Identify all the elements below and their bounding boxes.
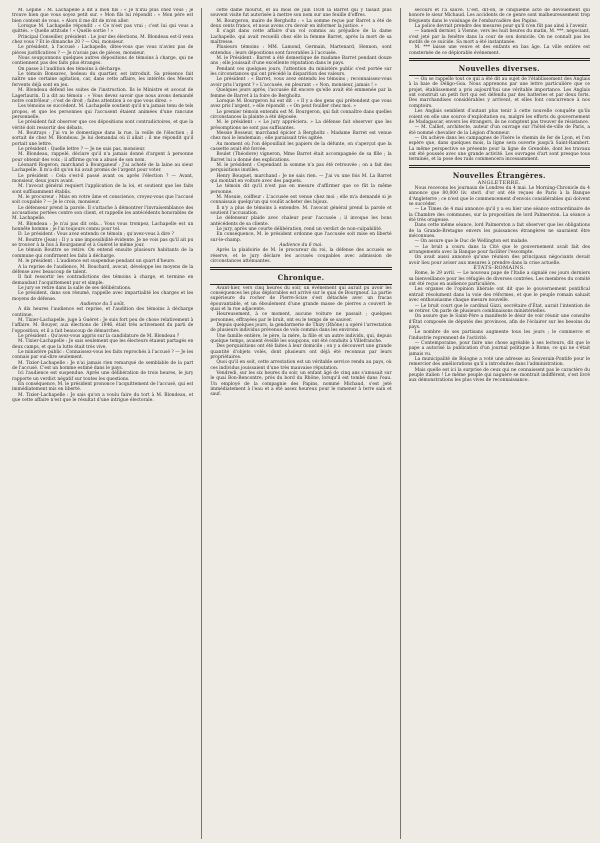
article-paragraph: Principal Conseiller, président : Le jour des élections, M. Blondeau est-il venu chez vous ? Et le dimanche 20 ? — Oui, monsieur. [12,34,194,46]
session-subheading: Audience du 6 mai. [279,243,323,249]
article-paragraph: — On se rappelle tout ce qui a été dit au sujet de l'établissement des Anglais à la baie de Déligo-Goa. Nous apprenons par une lettre particulière que ce projet, établissement a pris aujourd'hui une véritable importance. Les Anglais ont construit un petit fort qui est défendu par des batteries et par deux forts. Des marchandises considérables y arrivent, et elles font concurrence à nos comptoirs. [408,77,590,109]
article-paragraph: Le témoin dit qu'il n'est pas en mesure d'affirmer que ce fût la même personne. [210,184,392,195]
article-paragraph: Le président fait observer que ces dépositions sont contradictoires, et que la vérité doit ressortir des débats. [12,120,194,131]
article-paragraph: Léonard Rogeron, marchand à Bourganeuf : J'ai acheté de la laine au sieur Lachapelle. Il m'a dit qu'on lui avait promis de l'argent pour voter. [12,162,194,174]
article-paragraph: Les témoins se succèdent. M. Lachapelle soutient qu'il n'a jamais tenu de tels propos, et que les personnes qui l'accusent étaient animées d'une rancune personnelle. [12,104,194,120]
article-paragraph: Ici l'audience est suspendue. Après une délibération de trois heures, le jury rapporte un verdict négatif sur toutes les questions. [12,371,194,382]
article-paragraph: — Le bruit a couru dans la Cité que le gouvernement avait fait des arrangements avec la Banque pour faciliter l'escompte. [408,244,590,256]
article-paragraph: Quoi qu'il en soit, cette arrestation est un véritable service rendu au pays, où ces individus jouissaient d'une très mauvaise réputation. [210,360,392,371]
section-rule [210,267,391,270]
section-rule [409,75,590,76]
article-paragraph: Les Anglais semblent d'autant plus tenir à cette nouvelle conquête qu'ils voient en elle une source d'exploitation ou, malgré les efforts du gouvernement de Madagascar, envers les étrangers, ils ne comptent pas trouver de résistance. [408,109,590,125]
country-subheading: ANGLETERRE. [477,179,521,186]
article-paragraph: M. Blondeau : Je n'ai pas dit cela... Vous vous trompez, Lachapelle est un honnête homme ; je l'ai toujours connu pour tel. [12,221,194,233]
article-paragraph: Quelques jours après, l'accusée dit encore qu'elle avait été emmenée par la femme de Barret à la foire de Bergholtz. [210,88,392,99]
article-paragraph: M. le président : L'audience est suspendue pendant un quart d'heure. [18,259,176,265]
article-paragraph: M. Lépine : M. Lachapelle a dit à mon fils : « Je n'irai plus chez vous ; je trouve bien que vous soyez petit sur. » Mon fils lui répondit : « Mon père est bien content de vous. » Alors il me dit de m'en aller. [12,8,194,24]
article-paragraph: M. Tixier-Lachapelle : Je n'ai jamais rien remarqué de semblable de la part de l'accusé. C'est un homme estimé dans le pays. [12,360,194,372]
article-paragraph: M. Tixier-Lachapelle : Je sais seulement que les électeurs étaient partagés en deux camps, et que la lutte était très vive. [12,339,194,350]
article-paragraph: A la reprise de l'audience, M. Bouchard, avocat, développe les moyens de la défense avec beaucoup de talent. [12,264,194,275]
article-paragraph: M. le Président : Barret a été domestique de madame Barret pendant douze ans ; elle jouissait d'une excellente réputation dans le pays. [210,56,392,67]
article-paragraph: M. le président : Cependant la somme n'a pas été retrouvée ; on a fait des perquisitions inutiles. [210,162,392,174]
article-paragraph: Le ministère public : Connaissez-vous les faits reprochés à l'accusé ? — Je les connais par ouï-dire seulement. [12,350,194,361]
article-paragraph: Lorsque M. Bourgeron lui eut dit : « Il y a des gens qui prétendent que vous avez pris l'argent, » elle répondit : « On peut fouiller chez moi. » [210,98,392,110]
article-paragraph: Henry Bouquet, marchand : Je ne sais rien. — J'ai vu une fois M. La Barret qui montait en voiture avec des paquets. [210,173,392,184]
article-paragraph: Pendant ces quelques jours, l'attention du ministère public s'est portée sur les circonstances qui ont précédé la disparition des valeurs. [210,66,392,78]
article-paragraph: Le nombre de ses partisans augmente tous les jours ; le commerce et l'industrie reprennent de l'activité. [408,330,590,341]
article-paragraph: M. le procureur : Mais en votre âme et conscience, croyez-vous que l'accusé soit coupable ? — Je le crois, monsieur. [12,195,194,206]
article-paragraph: Le témoin Bonsavec, bedeau du quartier, est introduit. Sa présence fait naître une certaine agitation, car, dans cette affaire, les intérêts des Messrs fervents déjà sont en jeu. [12,72,194,88]
article-paragraph: — M. Calliet, architecte, auteur d'un ouvrage sur l'hôtel-de-ville de Paris, a été nommé chevalier de la Légion d'honneur. [408,125,590,136]
column-middle [210,8,391,839]
article-paragraph: Le témoin Bouttre se retire. On entend ensuite plusieurs habitants de la commune qui confirment les faits à décharge. [12,248,194,259]
article-paragraph: Rome, le 29 avril. — Le nouveau pape de l'Italie a signalé ces jours derniers sa bienveillance pour les réfugiés de diverses contrées. Les membres du comité ont été reçus en audience particulière. [408,271,590,288]
article-paragraph: Boulet (Théodore) vigneron, Mme Barret était accompagnée de sa fille ; la Barret lui a donné des explications. [210,152,392,163]
article-paragraph: M. Tixier-Lachapelle, juge à Guéret : Je suis fort peu de chose relativement à l'affaire. M. Bouyer, aux élections de 1846, était très activement du parti de l'opposition, et il a fait beaucoup de démarches. [12,317,194,334]
article-paragraph: Les organes de l'opinion libérale ont dit que le gouvernement pontifical entrait résolument dans la voie des réformes, et que le peuple romain saluait avec enthousiasme chaque mesure nouvelle. [408,287,590,304]
section-heading: Nouvelles diverses. [458,64,540,74]
article-paragraph: Au moment où l'on dépouillait les papiers de la défunte, on s'aperçut que la cassette avait été forcée. [210,141,392,152]
article-paragraph: Après la plaidoirie de M. le procureur du roi, la défense des accusés se réserve, et le jury déclare les accusés coupables avec admission de circonstances atténuantes. [210,248,392,265]
article-paragraph: Le président : « Barret, vous avez entendu les témoins ; reconnaissez-vous avoir pris l'argent ? » L'accusée, en pleurant : « Non, monsieur, jamais ! » [210,77,392,88]
article-paragraph: Nous recevons les journaux de Londres du 4 mai. Le Morning-Chronicle du 4 annonce que 80,000 liv. sterl. d'or ont été reçues de Paris à la Banque d'Angleterre ; ce n'est que le commencement d'envois considérables qui doivent se succéder. [408,185,590,207]
column-divider [400,8,401,839]
column-right [409,8,590,839]
article-paragraph: Le président : Quelle lettre ? — Je ne sais pas, monsieur. [18,146,146,152]
article-paragraph: Il fait ressortir les contradictions des témoins à charge, et termine en demandant l'acquittement pur et simple. [12,275,194,286]
article-paragraph: cette dame mourut, et au mois de juin 1838 la Barret qui y faisait plus souvent visite fut autorisée à mettre son nom sur une feuille d'offres. [210,8,392,19]
article-paragraph: M. Bourgeron, maire de Bergholtz : « La somme reçue par Barret a été de deux cents francs, et nous avons cru devoir en informer la justice. » [210,18,392,30]
article-paragraph: Le jury, après une courte délibération, rend un verdict de non-culpabilité. [216,227,383,233]
article-paragraph: — Samedi dernier, à Vienne, vers les huit heures du matin, M. ***, négociant, s'est jeté par la fenêtre dans la cour de son domicile. On ne connaît pas les motifs de ce suicide. Sa mort a été instantanée. [408,29,590,46]
article-paragraph: Avant-hier, vers cinq heures du soir, un événement qui aurait pu avoir les conséquences les plus déplorables est arrivé sur le quai de Bourgneuf. La partie supérieure du rocher de Pierre-Scize s'est détachée avec un fracas épouvantable, et un éboulement d'une grande masse de pierres a couvert le quai et la rue adjacente. [210,285,392,312]
section-heading: Nouvelles Étrangères. [452,170,546,180]
article-paragraph: M. Blondeau défend les suites de l'instruction. Ils le Ministre et avocat de Lagerlaurin. Il a dit au témoin : « Vous devez savoir que nous avons demandé notre contrôleur ; c'est de droit ; faites attention à ce que vous direz. » [12,88,194,104]
article-paragraph: — Contemporaine, pour faire une chose agréable à ses lecteurs, dit que le pape a autorisé la publication d'un journal politique à Rome, ce qui ne s'était jamais vu. [408,340,590,357]
article-paragraph: M. Tixier-Lachapelle : Je sais qu'on a voulu faire du tort à M. Blondeau, et que cette affaire n'est que le résultat d'une intrigue électorale. [12,392,194,404]
article-paragraph: Vendredi, sur les six heures du soir, un enfant âgé de cinq ans s'amusait sur le quai Bon-Rencontre, près du bord du Rhône, lorsqu'il est tombé dans l'eau. Un employé de la compagnie des Papins, nommé Michaud, s'est jeté immédiatement à l'eau et a été assez heureux pour le ramener à terre sain et sauf. [210,371,392,398]
article-paragraph: — Le Times de 4 mai annonce qu'il y a eu hier une séance extraordinaire de la Chambre des communes, sur la proposition de lord Palmerston. La séance a été très orageuse. [408,207,590,223]
article-paragraph: — On assure que le Duc de Wellington est malade. [414,239,529,245]
article-paragraph: A dix heures l'audience est reprise, et l'audition des témoins à décharge continue. [12,307,194,318]
article-paragraph: Lorsque M. Lachapelle répondit : « Ce n'est pas vrai ; c'est lui qui vous a quittés. » Quelle attitude ! « Quelle sortie ! » [12,24,194,35]
column-divider [201,8,202,839]
article-paragraph: Heureusement, à ce moment, aucune voiture ne passait ; quelques personnes, effrayées par le bruit, ont eu le temps de se sauver. [210,312,392,323]
article-paragraph: — Le bruit court que le cardinal Gizzi, secrétaire d'État, aurait l'intention de se retirer. On parle de plusieurs combinaisons ministérielles. [408,303,590,314]
article-paragraph: La police devrait prendre des mesures pour qu'il n'en fût pas ainsi à l'avenir. [414,24,588,30]
article-paragraph: Des perquisitions ont été faites à leur domicile ; on y a découvert une grande quantité d'objets volés, dont plusieurs ont déjà été reconnus par leurs propriétaires. [210,344,392,360]
article-paragraph: Le premier témoin entendu est M. Bourgeron, qui fait connaître dans quelles circonstances la plainte a été déposée. [210,109,392,120]
article-paragraph: secours et l'a sauvé. C'est, dit-on, le cinquième acte de dévouement qui honore le sieur Michaud. Les accidents de ce genre sont malheureusement trop fréquents dans le voisinage de l'embarcadère des Papins. [408,8,590,24]
article-paragraph: M. l'avocat général requiert l'application de la loi, et soutient que les faits sont suffisamment établis. [12,184,194,195]
article-paragraph: On avait aussi annoncé qu'une réunion des principaux négociants devait avoir lieu pour aviser aux mesures à prendre dans la crise actuelle. [408,255,590,266]
article-paragraph: La municipalité de Bologne a voté une adresse au Souverain-Pontife pour le remercier des améliorations qu'il a introduites dans l'administration. [408,356,590,368]
article-paragraph: Il n'y a plus de témoins à entendre. M. l'avocat général prend la parole et soutient l'accusation. [210,205,392,217]
country-subheading: ÉTATS-ROMAINS. [473,265,526,272]
section-rule [409,58,590,61]
article-paragraph: Mais quelle est ici la surprise de ceux qui ne connaissent pas le caractère du peuple italien ! Le même peuple qui naguère se montrait indifférent, s'est livré aux démonstrations les plus vives de reconnaissance. [408,367,590,384]
article-paragraph: Le jury se retire dans la salle de ses délibérations. [18,285,132,291]
article-paragraph: M. *** laisse une veuve et des enfants en bas âge. La ville entière est consternée de ce déplorable événement. [408,45,590,56]
article-paragraph: D. Le président : Vous avez entendu ce témoin ; qu'avez-vous à dire ? [18,232,174,238]
article-paragraph: Dans cette même séance, lord Palmerston a fait observer que les obligations de la Grande-Bretagne envers les puissances étrangères ne sauraient être méconnues. [408,223,590,240]
article-paragraph: Le président, dans son résumé, rappelle avec impartialité les charges et les moyens de défense. [12,291,194,302]
article-paragraph: Le président, à l'accusé : Lachapelle, dites-vous que vous n'aviez pas de pièces justificatives ? — Je n'avais pas de pièces, monsieur. [12,45,194,56]
article-paragraph: On passe à l'audition des témoins à décharge. [18,66,122,72]
article-paragraph: Il s'agit dans cette affaire d'un vol commis au préjudice de la dame Lachapelle, qui avait recueilli chez elle la femme Barret, après la mort de sa maîtresse. [210,29,392,46]
article-paragraph: Le président : Qu'avez-vous appris sur la candidature de M. Blondeau ? [18,333,180,339]
article-paragraph: M. le président : « Le jury appréciera. » La défense fait observer que les présomptions ne sont pas suffisantes. [210,120,392,131]
article-paragraph: Depuis quelques jours, la gendarmerie de Thizy (Rhône) a opéré l'arrestation de plusieurs individus prévenus de vols commis dans les environs. [210,322,392,334]
article-paragraph: M. Bouttre (Jean) : Il y a une impossibilité évidente. Je ne vois pas qu'il ait pu se trouver à la fois à Bourganeuf et à Guéret le même jour. [12,237,194,249]
article-paragraph: Une famille entière, le père, la mère, la fille et un autre individu, qui, depuis quelque temps, avaient éveillé les soupçons, ont été conduits à Villefranche. [210,333,392,344]
article-paragraph: M. Boutrays : J'ai vu le domestique dans la rue, la veille de l'élection ; il sortait de chez M. Blondeau. Je lui demandai où il allait ; il me répondit qu'il portait une lettre. [12,130,194,147]
article-paragraph: — On achève dans les campagnes de l'Isère le chemin de fer de Lyon, et l'on espère que, dans quelques mois, la ligne sera ouverte jusqu'à Saint-Rambert. La même perspective se présente pour la ligne de Grenoble, dont les travaux ont été poussés avec une grande activité. Les ouvrages d'art sont presque tous terminés, et la pose des rails commencera incessamment. [408,135,590,163]
article-paragraph: M. Blondeau, rappelé, déclare qu'il n'a jamais donné d'argent à personne pour obtenir des voix ; il affirme qu'on a abusé de son nom. [12,152,194,163]
article-paragraph: En conséquence, M. le président prononce l'acquittement de l'accusé, qui est immédiatement mis en liberté. [12,382,194,393]
section-rule [409,165,590,168]
section-heading: Chronique. [277,272,325,282]
article-paragraph: Le défenseur plaide avec chaleur pour l'accusée ; il invoque les bons antécédents de sa cliente. [210,216,392,227]
article-paragraph: Plusieurs témoins : MM. Lamond, Germain, Martenard, Hennon, sont entendus ; leurs dépositions sont favorables à l'accusée. [210,45,392,56]
session-subheading: Audience du 5 août. [80,301,126,307]
article-paragraph: Le président : Cela s'est-il passé avant ou après l'élection ? — Avant, monsieur, deux jours avant. [12,173,194,184]
article-paragraph: On assure que le Saint-Père a manifesté le désir de voir réunir une consulte d'État composée de députés des provinces, afin de l'éclairer sur les besoins du pays. [408,314,590,330]
column-left [12,8,193,839]
article-paragraph: Messie Bosseur, marchand épicier à Bergholtz : Madame Barret est venue chez moi le lendemain ; elle paraissait très agitée. [210,130,392,142]
section-rule [210,284,391,285]
article-paragraph: Le défenseur prend la parole. Il s'attache à démontrer l'invraisemblance des accusations portées contre son client, et rappelle les antécédents honorables de M. Lachapelle. [12,205,194,222]
article-paragraph: En conséquence, M. le président ordonne que l'accusée soit mise en liberté sur-le-champ. [210,232,392,243]
article-paragraph: Nous soupçonnons quelques autres dépositions de témoins à charge, qui ne contiennent pas des faits plus étranges. [12,56,194,67]
article-paragraph: M. Mosuie, coiffeur : L'accusée est venue chez moi ; elle m'a demandé si je connaissais quelqu'un qui voulût acheter des bijoux. [210,195,392,206]
